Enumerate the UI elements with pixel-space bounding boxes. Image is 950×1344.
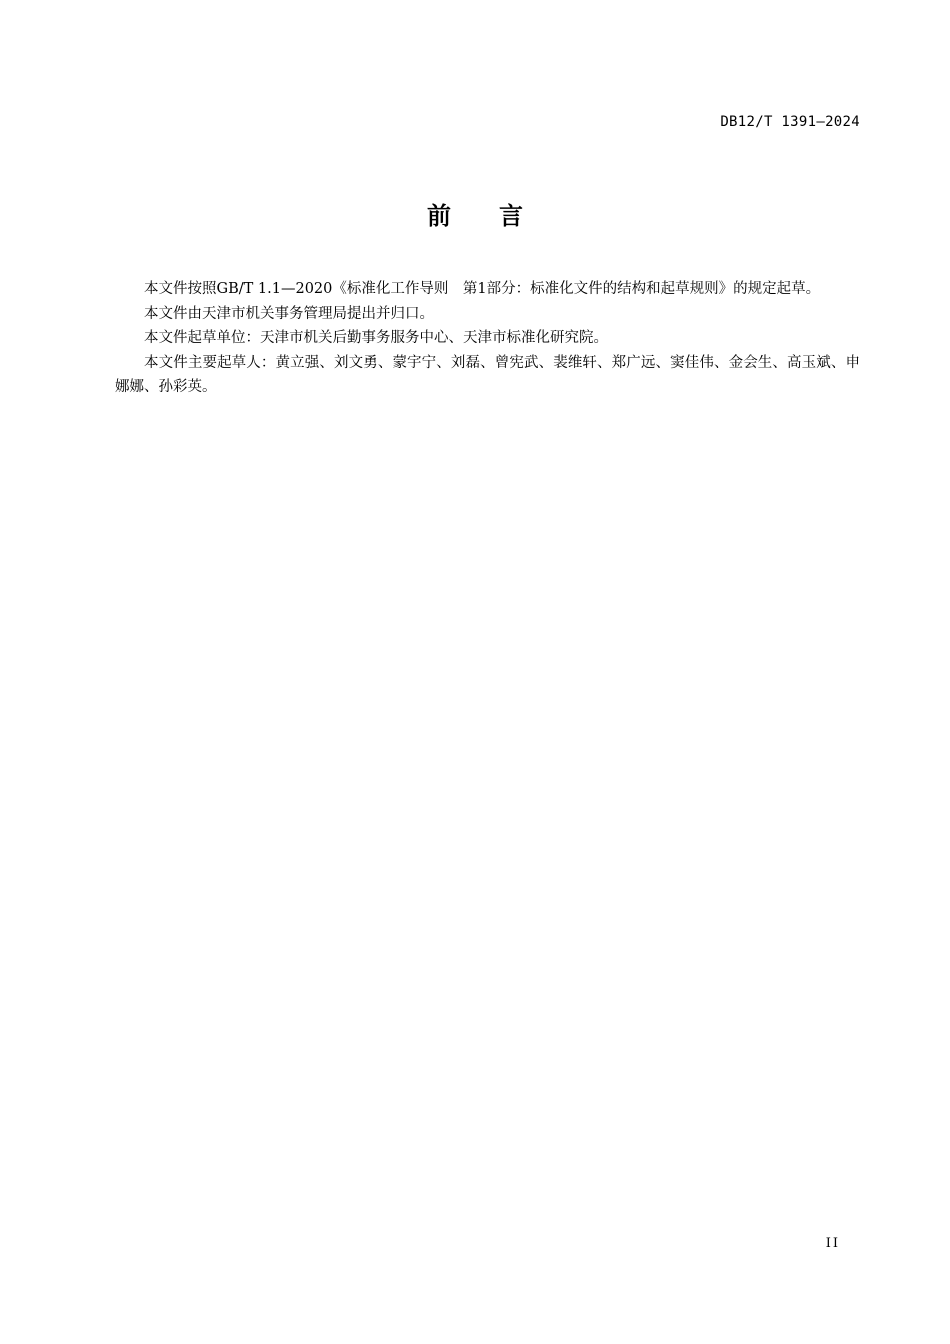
preface-body	[115, 277, 860, 400]
paragraph-drafting-units: 本文件起草单位：天津市机关后勤事务服务中心、天津市标准化研究院。	[144, 330, 608, 346]
page-title	[0, 196, 950, 231]
paragraph-drafting-basis: 本文件按照GB/T 1.1—2020《标准化工作导则 第1部分：标准化文件的结构和起草规则》的规定起草。	[144, 281, 821, 297]
title-char-2: 言	[499, 202, 523, 230]
title-char-1: 前	[427, 202, 451, 230]
paragraph-proposer: 本文件由天津市机关事务管理局提出并归口。	[144, 305, 434, 322]
page-number: II	[825, 1236, 840, 1251]
document-code: DB12/T 1391—2024	[720, 114, 860, 130]
paragraph-drafters: 本文件主要起草人：黄立强、刘文勇、蒙宇宁、刘磊、曾宪武、裴维轩、郑广远、窦佳伟、金会生、高玉斌、申娜娜、孙彩英。	[115, 354, 860, 395]
